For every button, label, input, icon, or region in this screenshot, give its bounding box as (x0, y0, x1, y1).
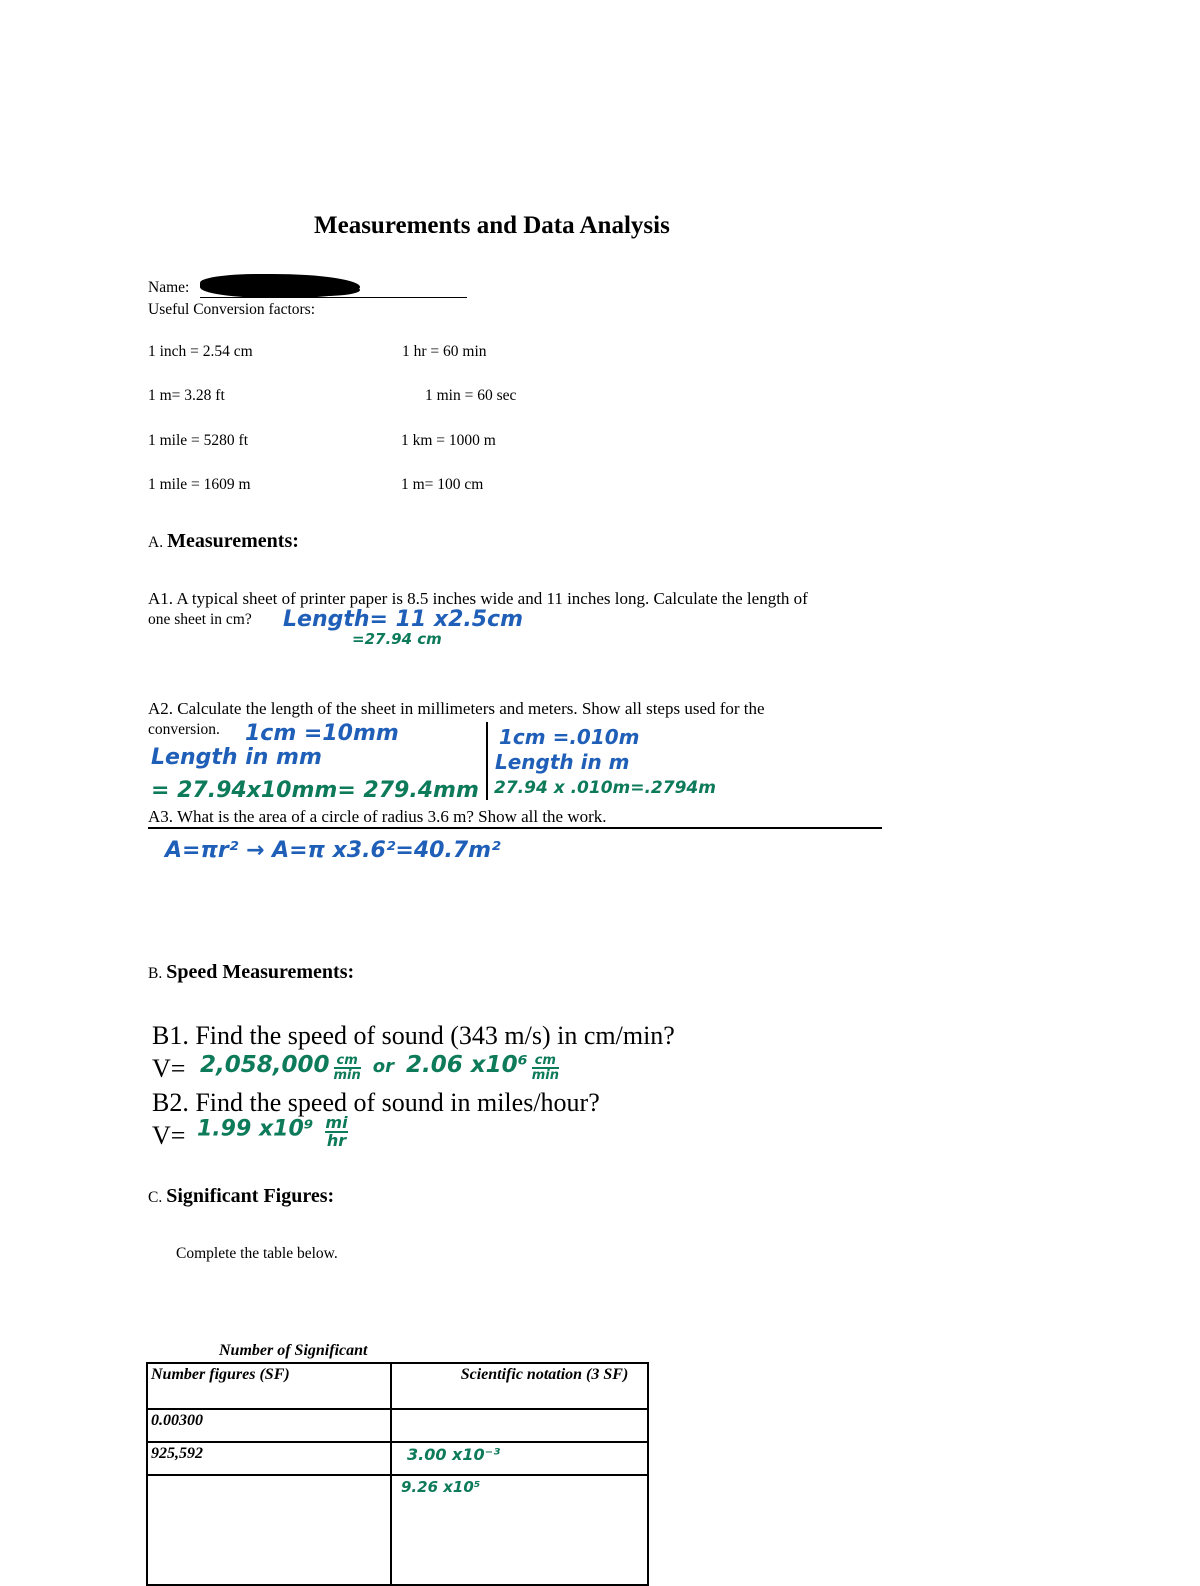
b2-unit-den: hr (326, 1131, 347, 1150)
question-a1-line2: one sheet in cm? (148, 611, 252, 628)
section-a-heading (148, 530, 299, 553)
b2-unit-num: mi (325, 1113, 348, 1132)
section-c-heading (148, 1185, 334, 1208)
sig-fig-table (146, 1362, 649, 1586)
conversion-right-2: 1 min = 60 sec (425, 387, 517, 404)
conversion-left-4: 1 mile = 1609 m (148, 476, 251, 493)
question-a1-line1: A1. A typical sheet of printer paper is 8.5 inches wide and 11 inches long. Calculate the length of (148, 589, 808, 608)
table-handwritten-sci-1: 3.00 x10⁻³ (407, 1445, 501, 1464)
conversion-left-3: 1 mile = 5280 ft (148, 432, 249, 449)
a2-handwritten-left-1: 1cm =10mm (245, 721, 399, 746)
a2-handwritten-left-3: = 27.94x10mm= 279.4mm (151, 778, 479, 803)
question-a2-line1: A2. Calculate the length of the sheet in millimeters and meters. Show all steps used for the (148, 699, 765, 718)
table-header-top: Number of Significant (219, 1342, 368, 1359)
b1-unit-den-2: min (531, 1068, 559, 1084)
table-row (147, 1475, 648, 1585)
b1-answer-value: 2,058,000 (200, 1052, 330, 1078)
table-row (147, 1442, 648, 1475)
a2-divider (486, 722, 488, 800)
table-instruction: Complete the table below. (176, 1245, 338, 1262)
b1-handwritten-answer (200, 1052, 559, 1082)
b1-or: or (372, 1056, 395, 1077)
a1-handwritten-result: =27.94 cm (352, 630, 442, 648)
b1-unit-num-2: cm (532, 1054, 559, 1069)
conversion-right-4: 1 m= 100 cm (401, 476, 484, 493)
b1-unit-fraction-2 (532, 1054, 559, 1082)
b2-v-label: V= (152, 1121, 186, 1150)
b2-unit-fraction (325, 1115, 347, 1149)
conversion-right-3: 1 km = 1000 m (401, 432, 496, 449)
col-sci-label: Scientific notation (3 SF) (460, 1366, 629, 1383)
a2-handwritten-right-3: 27.94 x .010m=.2794m (494, 778, 716, 798)
section-b-letter: B. (148, 965, 163, 982)
page-title: Measurements and Data Analysis (314, 212, 670, 239)
question-b1: B1. Find the speed of sound (343 m/s) in cm/min? (152, 1021, 675, 1050)
b2-answer-value: 1.99 x10⁹ (197, 1116, 314, 1142)
table-header-row (147, 1363, 648, 1409)
table-cell-number: 925,592 (147, 1442, 391, 1475)
section-b-heading (148, 961, 354, 984)
table-cell-sci (391, 1409, 648, 1442)
name-redaction-tail (290, 284, 360, 296)
a3-rule (148, 827, 882, 829)
name-label: Name: (148, 279, 190, 296)
b1-unit-num-1: cm (334, 1054, 361, 1069)
b1-answer-sci: 2.06 x10⁶ (406, 1052, 528, 1078)
table-header-sci (391, 1363, 648, 1409)
table-cell-sci (391, 1442, 648, 1475)
conversion-label: Useful Conversion factors: (148, 301, 316, 318)
b1-unit-den-1: min (333, 1068, 361, 1084)
table-header-number (147, 1363, 391, 1409)
section-a-title: Measurements: (167, 530, 299, 552)
b1-v-label: V= (152, 1054, 186, 1083)
table-cell-sci (391, 1475, 648, 1585)
conversion-left-1: 1 inch = 2.54 cm (148, 343, 253, 360)
name-underline (200, 297, 467, 298)
question-a3: A3. What is the area of a circle of radius 3.6 m? Show all the work. (148, 807, 607, 826)
col-number-label: Number (151, 1366, 206, 1383)
question-b2: B2. Find the speed of sound in miles/hour? (152, 1088, 600, 1117)
col-figures-label: figures (SF) (209, 1366, 290, 1383)
table-cell-number: 0.00300 (147, 1409, 391, 1442)
a2-handwritten-right-1: 1cm =.010m (499, 725, 640, 749)
a3-handwritten-answer: A=πr² → A=π x3.6²=40.7m² (165, 838, 501, 863)
section-a-letter: A. (148, 534, 164, 551)
a2-handwritten-right-2: Length in m (495, 750, 630, 774)
a1-handwritten-answer: Length= 11 x2.5cm (283, 607, 524, 632)
question-a2-line2: conversion. (148, 721, 220, 738)
table-handwritten-sci-2: 9.26 x10⁵ (401, 1478, 481, 1496)
section-c-letter: C. (148, 1189, 163, 1206)
table-row (147, 1409, 648, 1442)
section-b-title: Speed Measurements: (166, 961, 355, 983)
section-c-title: Significant Figures: (166, 1185, 335, 1207)
b1-unit-fraction-1 (334, 1054, 361, 1082)
conversion-left-2: 1 m= 3.28 ft (148, 387, 225, 404)
table-cell-number (147, 1475, 391, 1585)
conversion-right-1: 1 hr = 60 min (402, 343, 487, 360)
a2-handwritten-left-2: Length in mm (151, 745, 322, 770)
b2-handwritten-answer (197, 1115, 348, 1149)
